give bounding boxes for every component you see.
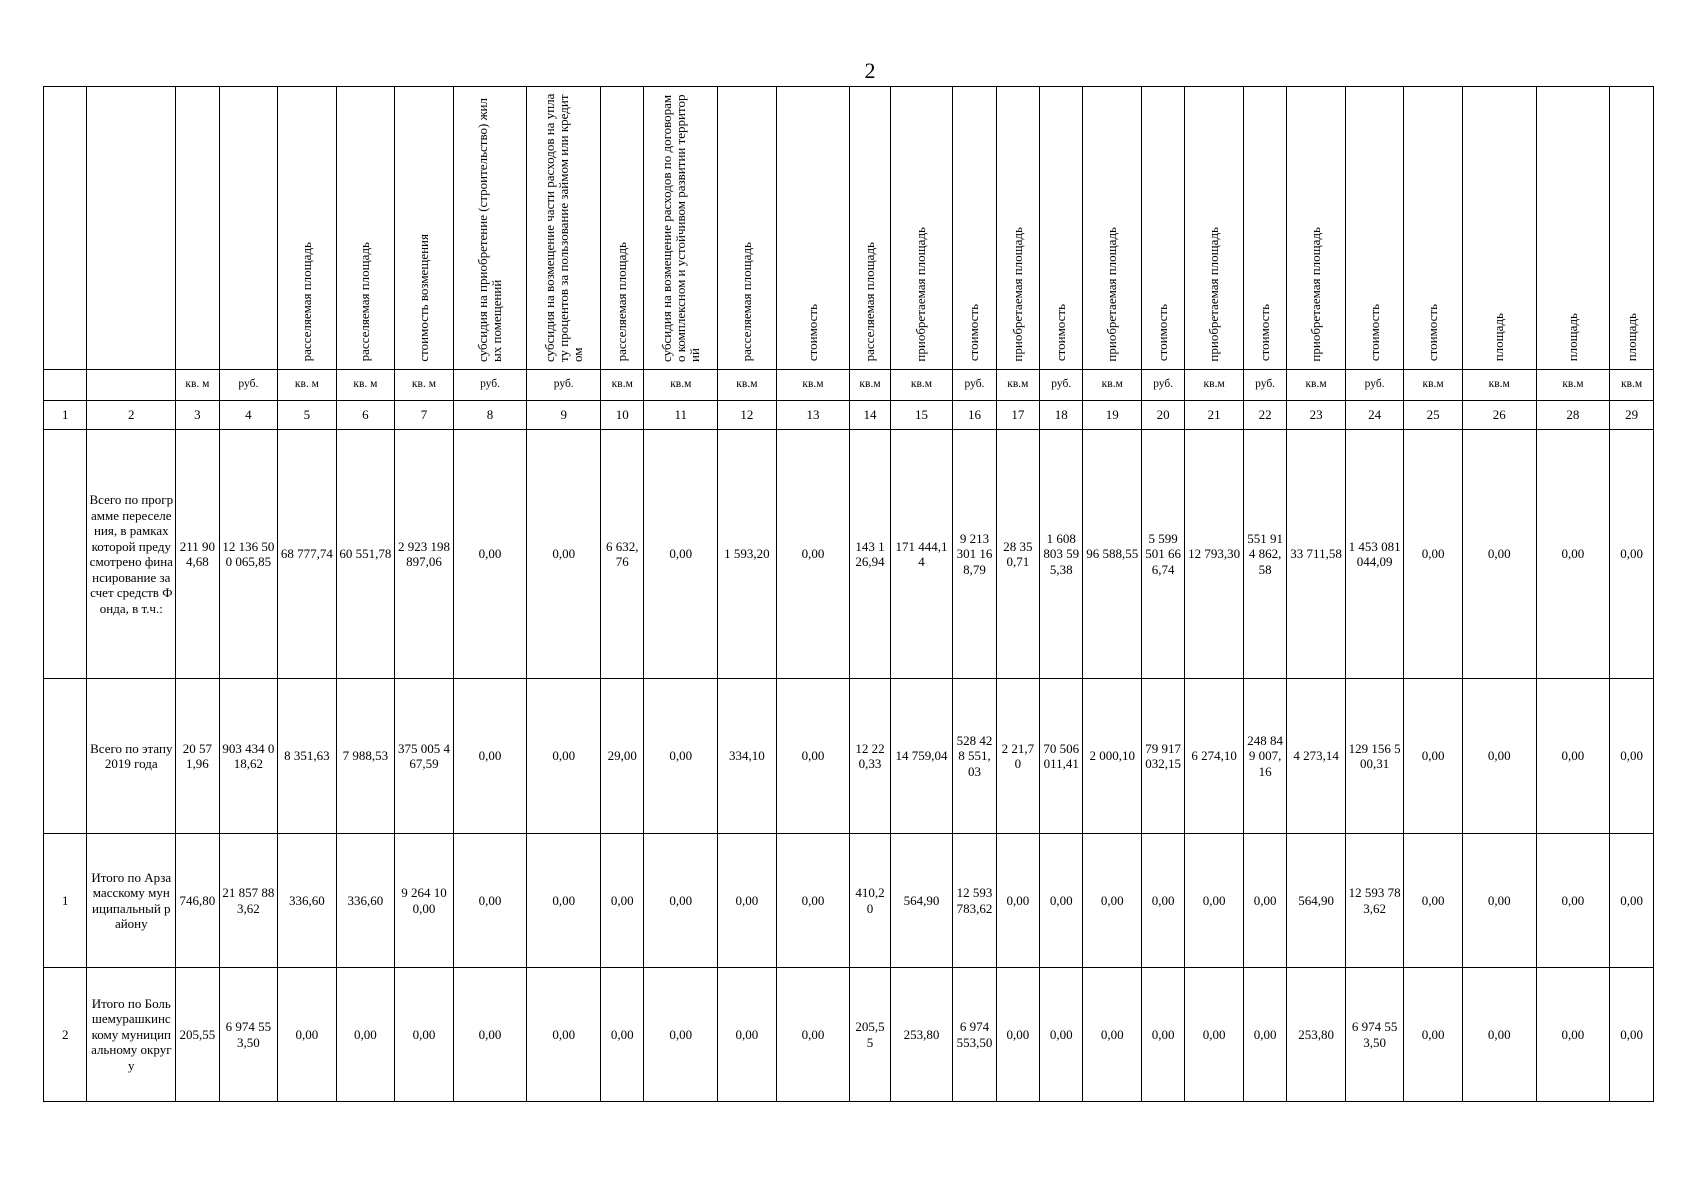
unit-cell: кв.м (996, 370, 1039, 401)
page-number: 2 (864, 58, 876, 83)
data-cell: 0,00 (1243, 968, 1286, 1102)
unit-cell (87, 370, 176, 401)
data-cell: 33 711,58 (1287, 430, 1346, 679)
unit-cell: руб. (1040, 370, 1083, 401)
table-row (44, 679, 1654, 834)
column-header (527, 87, 601, 370)
column-header-text: субсидия на возмещение расходов по договорам о комплексном и устойчивом развитии территорий (658, 93, 702, 362)
table-row (44, 968, 1654, 1102)
column-header (1287, 87, 1346, 370)
data-cell: 0,00 (1083, 834, 1142, 968)
data-cell: 0,00 (527, 834, 601, 968)
column-header-text: стоимость (1366, 304, 1382, 362)
data-cell: 211 904,68 (176, 430, 219, 679)
column-header-text: расселяемая площадь (862, 242, 878, 362)
unit-cell: руб. (953, 370, 996, 401)
resettlement-table (43, 86, 1654, 1102)
column-number: 21 (1185, 401, 1244, 430)
table-row (44, 430, 1654, 679)
unit-cell: кв.м (1404, 370, 1463, 401)
column-header (176, 87, 219, 370)
column-number: 18 (1040, 401, 1083, 430)
data-cell: 9 213 301 168,79 (953, 430, 996, 679)
header-row (44, 87, 1654, 370)
unit-cell: кв.м (850, 370, 890, 401)
data-cell: 0,00 (776, 679, 850, 834)
data-cell: 375 005 467,59 (395, 679, 454, 834)
row-number (44, 430, 87, 679)
data-cell: 1 593,20 (718, 430, 777, 679)
column-header-text: стоимость (966, 304, 982, 362)
column-header-text: расселяемая площадь (357, 242, 373, 362)
unit-cell: кв. м (336, 370, 395, 401)
data-cell: 0,00 (527, 679, 601, 834)
data-cell: 336,60 (336, 834, 395, 968)
data-cell: 12 220,33 (850, 679, 890, 834)
data-cell: 0,00 (776, 834, 850, 968)
data-cell: 0,00 (1610, 430, 1654, 679)
data-cell: 0,00 (1462, 834, 1536, 968)
column-number: 1 (44, 401, 87, 430)
column-number: 23 (1287, 401, 1346, 430)
column-header-text: стоимость (1155, 304, 1171, 362)
data-cell: 0,00 (1404, 679, 1463, 834)
column-header (44, 87, 87, 370)
column-number: 7 (395, 401, 454, 430)
column-header (1536, 87, 1610, 370)
data-cell: 20 571,96 (176, 679, 219, 834)
data-cell: 2 000,10 (1083, 679, 1142, 834)
data-cell: 0,00 (395, 968, 454, 1102)
unit-cell: руб. (1243, 370, 1286, 401)
data-cell: 6 974 553,50 (219, 968, 278, 1102)
data-cell: 253,80 (1287, 968, 1346, 1102)
data-cell: 12 793,30 (1185, 430, 1244, 679)
column-number: 20 (1141, 401, 1184, 430)
row-label: Всего по этапу 2019 года (87, 679, 176, 834)
data-cell: 0,00 (1141, 968, 1184, 1102)
data-cell: 334,10 (718, 679, 777, 834)
row-label: Всего по программе переселения, в рамках которой предусмотрено финансирование за счет средств Фонда, в т.ч.: (87, 430, 176, 679)
row-label: Итого по Арзамасскому муниципальный району (87, 834, 176, 968)
data-cell: 12 593 783,62 (1345, 834, 1404, 968)
column-header (850, 87, 890, 370)
data-cell: 205,55 (176, 968, 219, 1102)
data-cell: 903 434 018,62 (219, 679, 278, 834)
row-number: 2 (44, 968, 87, 1102)
row-label: Итого по Большемурашкинскому муниципальному округу (87, 968, 176, 1102)
unit-cell: кв.м (601, 370, 644, 401)
data-cell: 248 849 007,16 (1243, 679, 1286, 834)
column-header (1185, 87, 1244, 370)
data-cell: 0,00 (996, 834, 1039, 968)
data-cell: 0,00 (1404, 968, 1463, 1102)
data-cell: 0,00 (453, 430, 527, 679)
column-header (776, 87, 850, 370)
row-number (44, 679, 87, 834)
column-number-row (44, 401, 1654, 430)
data-cell: 2 923 198 897,06 (395, 430, 454, 679)
column-number: 29 (1610, 401, 1654, 430)
unit-cell: кв.м (1083, 370, 1142, 401)
unit-cell: кв.м (718, 370, 777, 401)
data-cell: 0,00 (1404, 430, 1463, 679)
data-cell: 564,90 (1287, 834, 1346, 968)
data-cell: 12 136 500 065,85 (219, 430, 278, 679)
column-number: 4 (219, 401, 278, 430)
data-cell: 0,00 (1536, 834, 1610, 968)
unit-cell: руб. (527, 370, 601, 401)
data-cell: 0,00 (776, 968, 850, 1102)
data-cell: 2 21,70 (996, 679, 1039, 834)
column-header-text: площадь (1491, 313, 1507, 362)
data-cell: 79 917 032,15 (1141, 679, 1184, 834)
column-header (87, 87, 176, 370)
unit-cell: руб. (1141, 370, 1184, 401)
data-cell: 143 126,94 (850, 430, 890, 679)
column-number: 17 (996, 401, 1039, 430)
data-cell: 551 914 862,58 (1243, 430, 1286, 679)
data-cell: 0,00 (1610, 834, 1654, 968)
data-cell: 0,00 (1536, 968, 1610, 1102)
column-header (601, 87, 644, 370)
column-number: 2 (87, 401, 176, 430)
data-cell: 253,80 (890, 968, 953, 1102)
column-header (644, 87, 718, 370)
data-cell: 14 759,04 (890, 679, 953, 834)
data-cell: 0,00 (453, 834, 527, 968)
column-number: 11 (644, 401, 718, 430)
column-number: 10 (601, 401, 644, 430)
column-number: 6 (336, 401, 395, 430)
column-number: 3 (176, 401, 219, 430)
unit-cell: кв.м (1536, 370, 1610, 401)
data-cell: 0,00 (527, 968, 601, 1102)
data-cell: 410,20 (850, 834, 890, 968)
column-header (890, 87, 953, 370)
unit-cell: кв.м (1610, 370, 1654, 401)
data-cell: 0,00 (1083, 968, 1142, 1102)
row-number: 1 (44, 834, 87, 968)
data-cell: 70 506 011,41 (1040, 679, 1083, 834)
column-header-text: площадь (1623, 313, 1639, 362)
data-cell: 0,00 (453, 968, 527, 1102)
data-cell: 6 632,76 (601, 430, 644, 679)
data-cell: 336,60 (278, 834, 337, 968)
column-number: 16 (953, 401, 996, 430)
column-number: 12 (718, 401, 777, 430)
data-cell: 205,55 (850, 968, 890, 1102)
data-cell: 0,00 (527, 430, 601, 679)
data-cell: 0,00 (453, 679, 527, 834)
column-header-text: субсидия на приобретение (строительство) жилых помещений (475, 97, 505, 362)
data-cell: 0,00 (1462, 430, 1536, 679)
unit-cell: руб. (1345, 370, 1404, 401)
column-header-text: приобретаемая площадь (1206, 226, 1222, 362)
data-cell: 0,00 (601, 968, 644, 1102)
data-cell: 8 351,63 (278, 679, 337, 834)
unit-cell: руб. (453, 370, 527, 401)
unit-cell: кв.м (1287, 370, 1346, 401)
data-cell: 0,00 (644, 679, 718, 834)
data-cell: 0,00 (1536, 679, 1610, 834)
data-cell: 746,80 (176, 834, 219, 968)
data-cell: 7 988,53 (336, 679, 395, 834)
column-header-text: субсидия на возмещение части расходов на уплату процентов за пользование займом или кредитом (541, 93, 585, 362)
data-cell: 0,00 (278, 968, 337, 1102)
data-cell: 0,00 (644, 430, 718, 679)
data-cell: 1 453 081 044,09 (1345, 430, 1404, 679)
column-header-text: приобретаемая площадь (1104, 226, 1120, 362)
column-number: 5 (278, 401, 337, 430)
data-cell: 28 350,71 (996, 430, 1039, 679)
column-header-text: приобретаемая площадь (1009, 226, 1025, 362)
data-cell: 0,00 (1462, 968, 1536, 1102)
column-header-text: площадь (1564, 313, 1580, 362)
column-header-text: расселяемая площадь (298, 242, 314, 362)
column-header-text: расселяемая площадь (614, 242, 630, 362)
column-header (718, 87, 777, 370)
data-cell: 129 156 500,31 (1345, 679, 1404, 834)
data-cell: 6 274,10 (1185, 679, 1244, 834)
data-cell: 4 273,14 (1287, 679, 1346, 834)
column-header (1083, 87, 1142, 370)
column-number: 24 (1345, 401, 1404, 430)
data-cell: 0,00 (718, 968, 777, 1102)
data-cell: 0,00 (1462, 679, 1536, 834)
column-number: 8 (453, 401, 527, 430)
unit-cell: руб. (219, 370, 278, 401)
column-number: 9 (527, 401, 601, 430)
column-number: 28 (1536, 401, 1610, 430)
data-cell: 0,00 (1404, 834, 1463, 968)
data-cell: 0,00 (1536, 430, 1610, 679)
unit-cell: кв.м (890, 370, 953, 401)
column-header (1404, 87, 1463, 370)
column-header (1610, 87, 1654, 370)
column-number: 26 (1462, 401, 1536, 430)
column-number: 22 (1243, 401, 1286, 430)
column-header-text: приобретаемая площадь (913, 226, 929, 362)
column-header (395, 87, 454, 370)
column-header (996, 87, 1039, 370)
column-number: 19 (1083, 401, 1142, 430)
unit-cell: кв. м (278, 370, 337, 401)
data-cell: 6 974 553,50 (953, 968, 996, 1102)
data-cell: 0,00 (1185, 834, 1244, 968)
column-header-text: приобретаемая площадь (1308, 226, 1324, 362)
data-cell: 0,00 (996, 968, 1039, 1102)
column-header (219, 87, 278, 370)
data-cell: 29,00 (601, 679, 644, 834)
column-header (336, 87, 395, 370)
data-cell: 0,00 (718, 834, 777, 968)
column-header (278, 87, 337, 370)
data-cell: 0,00 (336, 968, 395, 1102)
unit-cell: кв. м (176, 370, 219, 401)
column-number: 14 (850, 401, 890, 430)
column-header (1345, 87, 1404, 370)
data-cell: 0,00 (644, 834, 718, 968)
table-row (44, 834, 1654, 968)
data-cell: 6 974 553,50 (1345, 968, 1404, 1102)
column-header (1243, 87, 1286, 370)
data-cell: 21 857 883,62 (219, 834, 278, 968)
data-cell: 0,00 (1610, 968, 1654, 1102)
column-header (1141, 87, 1184, 370)
column-header (1462, 87, 1536, 370)
data-cell: 171 444,14 (890, 430, 953, 679)
column-number: 13 (776, 401, 850, 430)
unit-cell: кв.м (644, 370, 718, 401)
column-header (953, 87, 996, 370)
unit-cell: кв. м (395, 370, 454, 401)
data-cell: 0,00 (1040, 834, 1083, 968)
data-cell: 12 593 783,62 (953, 834, 996, 968)
data-cell: 0,00 (1243, 834, 1286, 968)
units-row (44, 370, 1654, 401)
data-cell: 0,00 (601, 834, 644, 968)
column-number: 25 (1404, 401, 1463, 430)
data-cell: 9 264 100,00 (395, 834, 454, 968)
column-number: 15 (890, 401, 953, 430)
column-header-text: стоимость возмещения (415, 233, 431, 362)
unit-cell (44, 370, 87, 401)
data-cell: 96 588,55 (1083, 430, 1142, 679)
data-cell: 0,00 (1185, 968, 1244, 1102)
data-cell: 5 599 501 666,74 (1141, 430, 1184, 679)
data-cell: 0,00 (1610, 679, 1654, 834)
column-header-text: стоимость (804, 304, 820, 362)
column-header (1040, 87, 1083, 370)
data-cell: 68 777,74 (278, 430, 337, 679)
data-cell: 0,00 (644, 968, 718, 1102)
unit-cell: кв.м (1462, 370, 1536, 401)
unit-cell: кв.м (1185, 370, 1244, 401)
data-cell: 564,90 (890, 834, 953, 968)
unit-cell: кв.м (776, 370, 850, 401)
data-cell: 528 428 551,03 (953, 679, 996, 834)
data-cell: 0,00 (776, 430, 850, 679)
data-cell: 0,00 (1040, 968, 1083, 1102)
column-header (453, 87, 527, 370)
column-header-text: стоимость (1257, 304, 1273, 362)
data-cell: 1 608 803 595,38 (1040, 430, 1083, 679)
column-header-text: стоимость (1053, 304, 1069, 362)
data-cell: 60 551,78 (336, 430, 395, 679)
column-header-text: расселяемая площадь (738, 242, 754, 362)
data-cell: 0,00 (1141, 834, 1184, 968)
column-header-text: стоимость (1425, 304, 1441, 362)
